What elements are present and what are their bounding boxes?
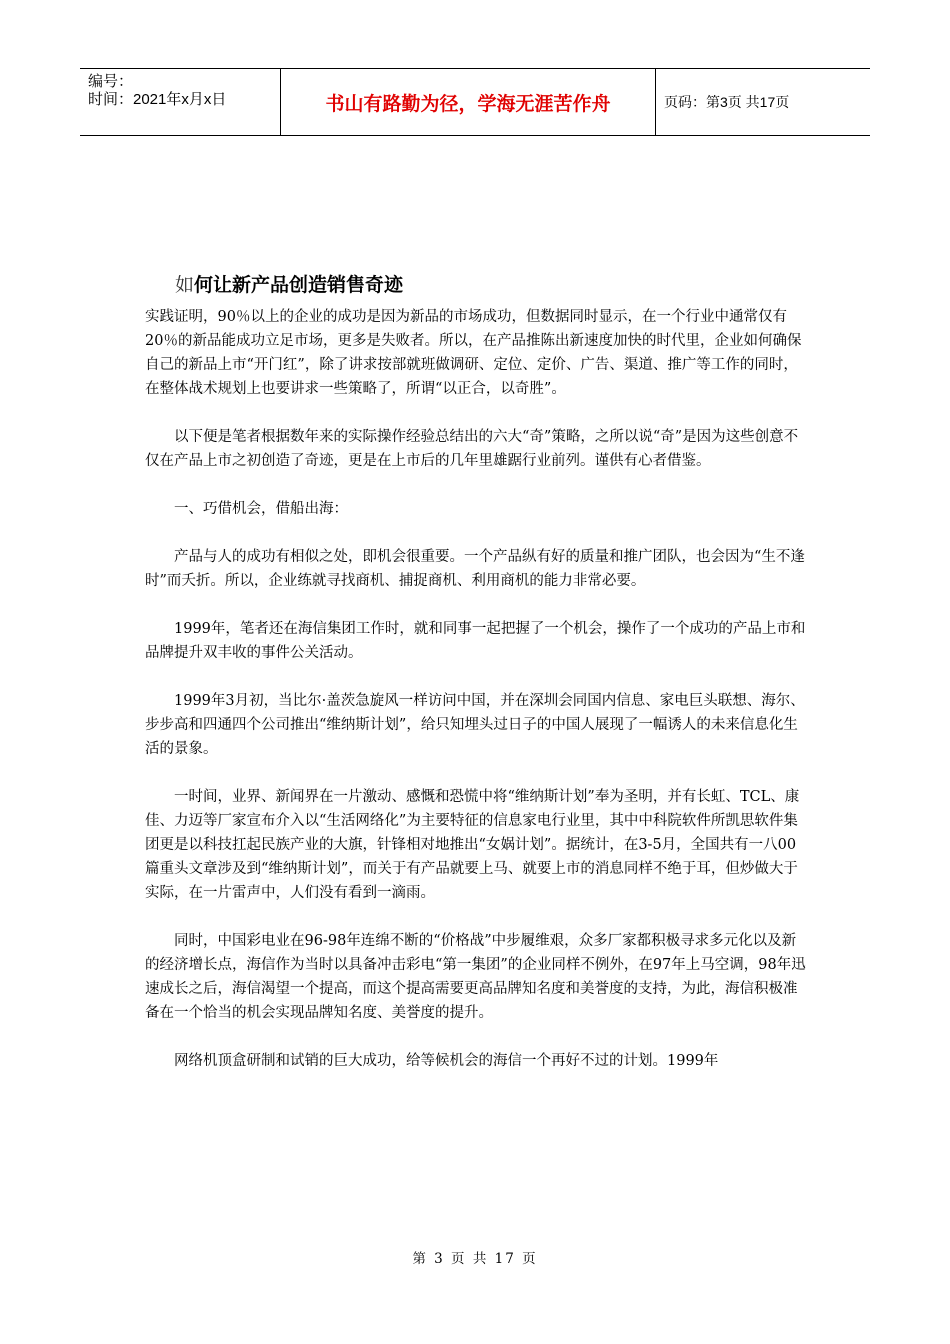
paragraph: 产品与人的成功有相似之处，即机会很重要。一个产品纵有好的质量和推广团队，也会因为“生不逢时”而夭折。所以，企业练就寻找商机、捕捉商机、利用商机的能力非常必要。 [145,549,805,589]
time-label: 时间：2021年x月x日 [88,91,227,108]
header-motto-cell [281,69,656,135]
paragraph: 实践证明，90％以上的企业的成功是因为新品的市场成功，但数据同时显示，在一个行业中通常仅有20％的新品能成功立足市场，更多是失败者。所以，在产品推陈出新速度加快的时代里，企业如何确保自己的新品上市“开门红”，除了讲求按部就班做调研、定位、定价、广告、渠道、推广等工作的同时，在整体战术规划上也要讲求一些策略了，所谓“以正合，以奇胜”。 [145,309,802,397]
title-first-char: 如 [175,274,195,296]
header-page-cell [656,69,870,135]
header-info-cell [80,69,281,135]
page-footer [0,1247,950,1267]
footer-page-number: 第 3 页 共 17 页 [412,1251,538,1267]
paragraph: 一时间，业界、新闻界在一片激动、感慨和恐慌中将“维纳斯计划”奉为圣明，并有长虹、TCL、康佳、力迈等厂家宣布介入以“生活网络化”为主要特征的信息家电行业里，其中中科院软件所凯思软件集团更是以科技扛起民族产业的大旗，针锋相对地推出“女娲计划”。据统计，在3-5月，全国共有一八00篇重头文章涉及到“维纳斯计划”，而关于有产品就要上马、就要上市的消息同样不绝于耳，但炒做大于实际，在一片雷声中，人们没有看到一滴雨。 [145,789,800,901]
page-info: 页码：第3页 共17页 [664,94,790,110]
title-rest: 何让新产品创造销售奇迹 [194,274,404,296]
paragraph: 同时，中国彩电业在96-98年连绵不断的“价格战”中步履维艰，众多厂家都积极寻求多元化以及新的经济增长点，海信作为当时以具备冲击彩电“第一集团”的企业同样不例外，在97年上马空调，98年迅速成长之后，海信渴望一个提高，而这个提高需要更高品牌知名度和美誉度的支持，为此，海信积极准备在一个恰当的机会实现品牌知名度、美誉度的提升。 [145,933,806,1021]
paragraph: 1999年3月初，当比尔·盖茨急旋风一样访问中国，并在深圳会同国内信息、家电巨头联想、海尔、步步高和四通四个公司推出“维纳斯计划”，给只知埋头过日子的中国人展现了一幅诱人的未来信息化生活的景象。 [145,693,805,757]
article-title [175,272,403,298]
paragraph: 网络机顶盒研制和试销的巨大成功，给等候机会的海信一个再好不过的计划。1999年 [174,1053,719,1069]
motto-text: 书山有路勤为径，学海无涯苦作舟 [325,92,611,115]
serial-number-label: 编号： [88,73,134,90]
section-heading: 一、巧借机会，借船出海： [174,501,348,517]
header-table [80,68,870,136]
paragraph: 1999年，笔者还在海信集团工作时，就和同事一起把握了一个机会，操作了一个成功的产品上市和品牌提升双丰收的事件公关活动。 [145,621,806,661]
paragraph: 以下便是笔者根据数年来的实际操作经验总结出的六大“奇”策略，之所以说“奇”是因为这些创意不仅在产品上市之初创造了奇迹，更是在上市后的几年里雄踞行业前列。谨供有心者借鉴。 [145,429,799,469]
article-body [145,305,810,1097]
